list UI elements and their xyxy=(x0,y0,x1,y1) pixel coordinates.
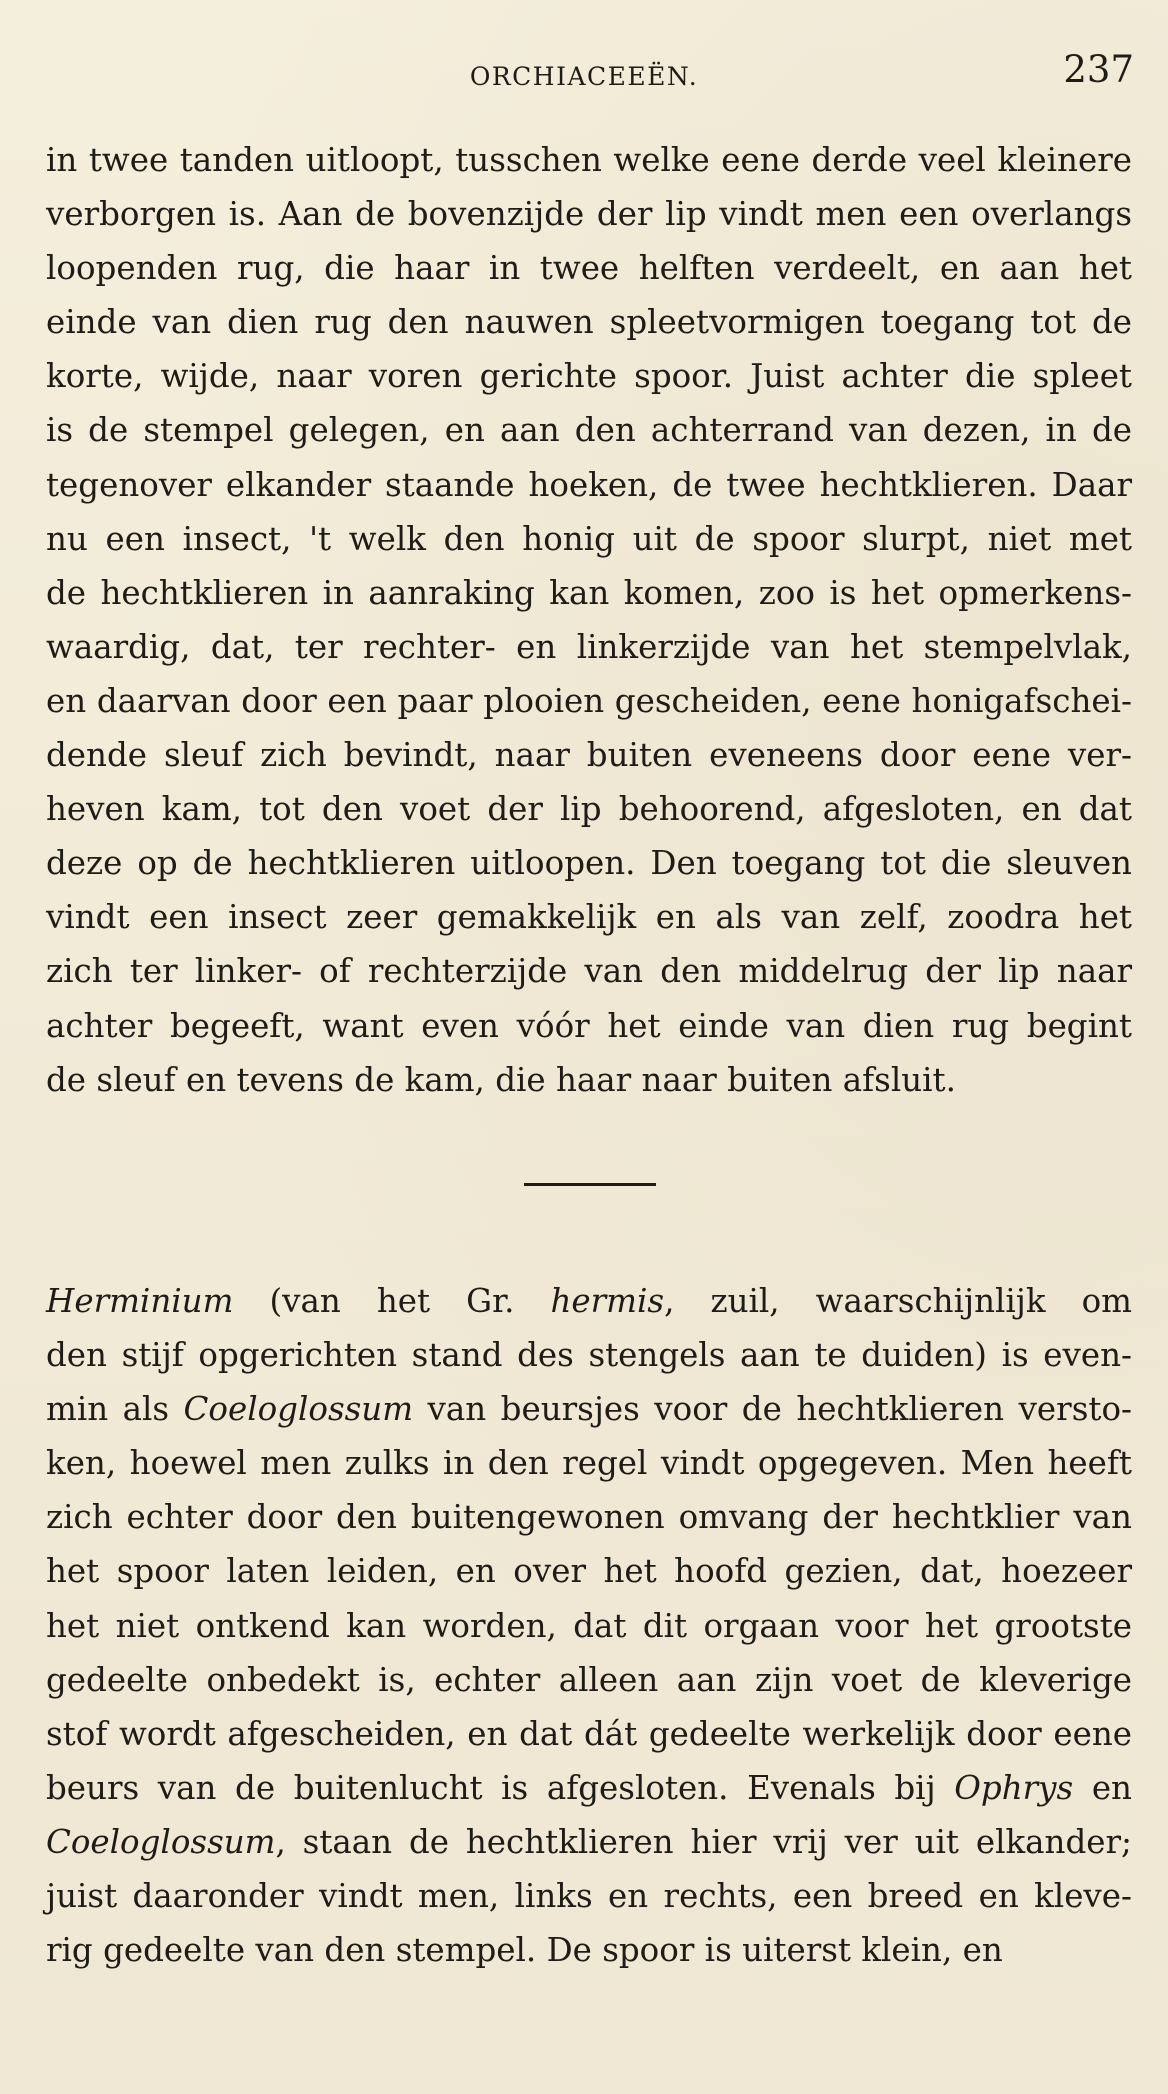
text-line: het niet ontkend kan worden, dat dit orgaan voor het grootste xyxy=(46,1606,1132,1645)
text-run: , zuil, waarschijnlijk om xyxy=(664,1282,1133,1320)
page-header xyxy=(0,48,1168,108)
paragraph-orchis-lip-description xyxy=(46,133,1132,1107)
text-line: en daarvan door een paar plooien gescheiden, eene honigafschei- xyxy=(46,681,1132,720)
text-line: stof wordt afgescheiden, en dat dát gedeelte werkelijk door eene xyxy=(46,1714,1132,1753)
text-line: korte, wijde, naar voren gerichte spoor. Juist achter die spleet xyxy=(46,357,1132,396)
text-line xyxy=(46,1761,1132,1815)
text-line: achter begeeft, want even vóór het einde van dien rug begint xyxy=(46,1006,1132,1045)
page-number: 237 xyxy=(1063,48,1134,91)
text-line: rig gedeelte van den stempel. De spoor is uiterst klein, en xyxy=(46,1931,1003,1970)
text-run: beurs van de buitenlucht is afgesloten. Evenals bij xyxy=(46,1768,955,1807)
text-run: en xyxy=(1073,1768,1132,1807)
text-line: de sleuf en tevens de kam, die haar naar buiten afsluit. xyxy=(46,1060,956,1099)
text-line: zich echter door den buitengewonen omvang der hechtklier van xyxy=(46,1498,1132,1537)
text-line: dende sleuf zich bevindt, naar buiten eveneens door eene ver- xyxy=(46,736,1132,775)
text-line: verborgen is. Aan de bovenzijde der lip vindt men een overlangs xyxy=(46,195,1132,234)
text-line: deze op de hechtklieren uitloopen. Den toegang tot die sleuven xyxy=(46,844,1132,883)
text-line: vindt een insect zeer gemakkelijk en als van zelf, zoodra het xyxy=(46,898,1132,937)
text-line: den stijf opgerichten stand des stengels aan te duiden) is even- xyxy=(46,1336,1132,1375)
italic-term: Ophrys xyxy=(954,1768,1074,1807)
text-line: ken, hoewel men zulks in den regel vindt opgegeven. Men heeft xyxy=(46,1444,1132,1483)
section-divider-rule xyxy=(524,1183,656,1186)
text-line: in twee tanden uitloopt, tusschen welke eene derde veel kleinere xyxy=(46,141,1132,179)
text-run: (van het Gr. xyxy=(233,1282,551,1320)
text-run: van beursjes voor de hechtklieren versto- xyxy=(413,1390,1132,1429)
text-line: nu een insect, 't welk den honig uit de spoor slurpt, niet met xyxy=(46,519,1132,558)
paragraph-herminium xyxy=(46,1274,1132,1977)
text-line: juist daaronder vindt men, links en rechts, een breed en kleve- xyxy=(46,1877,1132,1916)
text-line: heven kam, tot den voet der lip behoorend, afgesloten, en dat xyxy=(46,790,1132,829)
text-line xyxy=(46,1382,1132,1436)
italic-term: Coeloglossum xyxy=(46,1822,276,1861)
text-line: tegenover elkander staande hoeken, de twee hechtklieren. Daar xyxy=(46,465,1132,504)
text-line: gedeelte onbedekt is, echter alleen aan zijn voet de kleverige xyxy=(46,1660,1132,1699)
text-line: einde van dien rug den nauwen spleetvormigen toegang tot de xyxy=(46,303,1132,342)
text-line xyxy=(46,1274,1132,1328)
italic-term: hermis xyxy=(550,1282,665,1320)
italic-term: Herminium xyxy=(46,1282,234,1320)
text-line: waardig, dat, ter rechter- en linkerzijde van het stempelvlak, xyxy=(46,627,1132,666)
text-line: loopenden rug, die haar in twee helften verdeelt, en aan het xyxy=(46,249,1132,288)
text-line: is de stempel gelegen, en aan den achterrand van dezen, in de xyxy=(46,411,1132,450)
text-line: de hechtklieren in aanraking kan komen, zoo is het opmerkens- xyxy=(46,573,1132,612)
text-run: , staan de hechtklieren hier vrij ver uit elkander; xyxy=(275,1822,1132,1861)
text-line: zich ter linker- of rechterzijde van den middelrug der lip naar xyxy=(46,952,1132,991)
text-line: het spoor laten leiden, en over het hoofd gezien, dat, hoezeer xyxy=(46,1552,1132,1591)
italic-term: Coeloglossum xyxy=(183,1390,414,1429)
running-head: ORCHIACEEËN. xyxy=(469,62,699,91)
text-line xyxy=(46,1815,1132,1869)
text-run: min als xyxy=(46,1390,184,1429)
